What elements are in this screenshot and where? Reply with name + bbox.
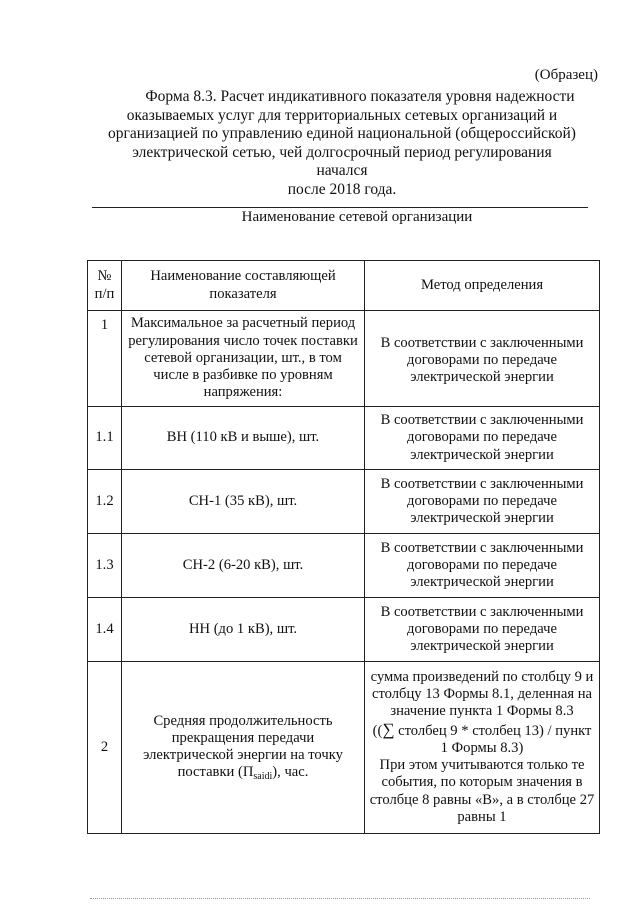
subscript-saidi: saidi — [253, 771, 273, 783]
row-num: 1.3 — [88, 534, 122, 598]
header-method: Метод определения — [365, 261, 600, 311]
indicator-table — [87, 260, 600, 834]
row-num: 2 — [88, 662, 122, 834]
row-num: 1 — [88, 311, 122, 407]
row-num: 1.1 — [88, 407, 122, 470]
form-title-line: электрической сетью, чей долгосрочный период регулирования начался — [132, 143, 552, 180]
table-row — [88, 407, 600, 470]
method-text: сумма произведений по столбцу 9 и столбцу 13 Формы 8.1, деленная на значение пункта 1 Формы 8.3 — [370, 669, 594, 720]
row-num: 1.2 — [88, 470, 122, 534]
table-row — [88, 311, 600, 407]
org-name-caption: Наименование сетевой организации — [241, 209, 473, 225]
form-title — [108, 88, 576, 200]
form-title-line: оказываемых услуг для территориальных сетевых организаций и — [126, 106, 558, 124]
method-formula: ((∑ столбец 9 * столбец 13) / пункт 1 Формы 8.3) — [372, 719, 592, 756]
row-method: В соответствии с заключенными договорами по передаче электрической энергии — [365, 470, 600, 534]
form-title-line: Форма 8.3. Расчет индикативного показателя уровня надежности — [145, 88, 575, 105]
method-note: При этом учитываются только те события, по которым значения в столбце 8 равны «В», а в столбце 27 равны 1 — [369, 757, 595, 825]
table-row — [88, 598, 600, 662]
header-num: № п/п — [88, 261, 122, 311]
row-method: В соответствии с заключенными договорами по передаче электрической энергии — [365, 407, 600, 470]
row-name: НН (до 1 кВ), шт. — [122, 598, 365, 662]
row-method: В соответствии с заключенными договорами по передаче электрической энергии — [365, 311, 600, 407]
row-name: Максимальное за расчетный период регулирования число точек поставки сетевой организации, шт., в том числе в разбивке по уровням напряжения: — [122, 311, 365, 407]
page-bottom-artifact — [90, 898, 590, 899]
row-name: СН-1 (35 кВ), шт. — [122, 470, 365, 534]
row-num: 1.4 — [88, 598, 122, 662]
table-row — [88, 534, 600, 598]
table-row — [88, 470, 600, 534]
header-name: Наименование составляющей показателя — [122, 261, 365, 311]
row-method: В соответствии с заключенными договорами по передаче электрической энергии — [365, 598, 600, 662]
row-name: СН-2 (6-20 кВ), шт. — [122, 534, 365, 598]
table-row — [88, 662, 600, 834]
row-method — [365, 662, 600, 834]
row-method: В соответствии с заключенными договорами по передаче электрической энергии — [365, 534, 600, 598]
table-header-row — [88, 261, 600, 311]
row-name: ВН (110 кВ и выше), шт. — [122, 407, 365, 470]
form-title-line: организацией по управлению единой национальной (общероссийской) — [108, 125, 576, 143]
sigma-symbol: ∑ — [382, 719, 395, 739]
row-name: Средняя продолжительность прекращения передачи электрической энергии на точку поставки $(П_{saidi})$, час. — [122, 662, 365, 834]
form-title-line: после 2018 года. — [287, 180, 397, 198]
sample-label: (Образец) — [534, 67, 598, 83]
org-name-line — [92, 207, 588, 208]
